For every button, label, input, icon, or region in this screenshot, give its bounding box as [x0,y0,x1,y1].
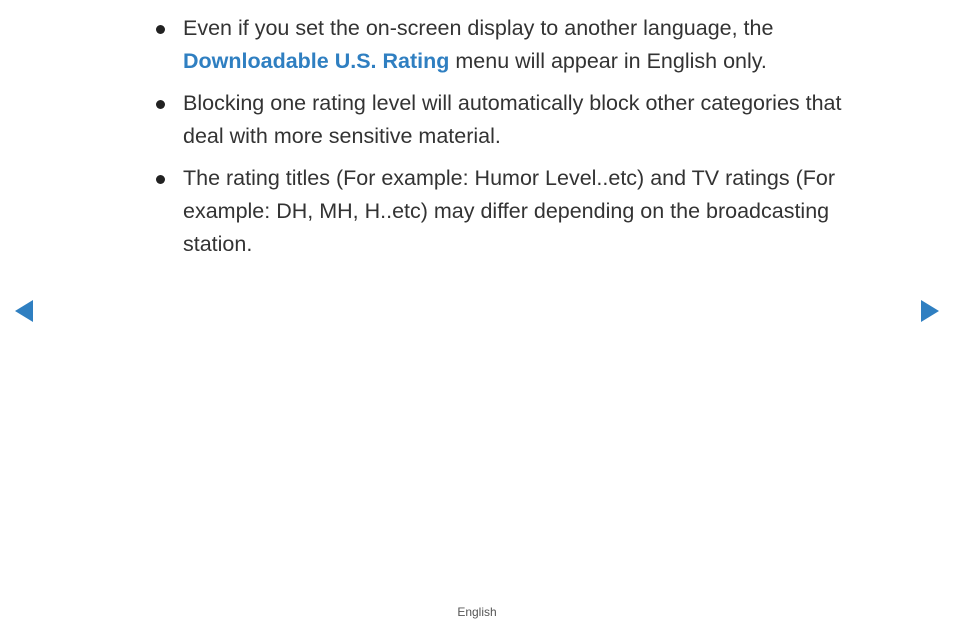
bullet-text: Blocking one rating level will automatically block other categories that deal with more sensitive material. [183,91,842,148]
footer-language-label: English [457,605,497,619]
bullet-item-blocking [156,87,876,153]
bullet-text: The rating titles (For example: Humor Level..etc) and TV ratings (For example: DH, MH, H..etc) may differ depending on the broadcasting station. [183,166,836,256]
bullet-dot-icon [156,175,165,184]
manual-content [156,12,876,270]
bullet-dot-icon [156,25,165,34]
downloadable-us-rating-link: Downloadable U.S. Rating [183,49,450,73]
previous-page-arrow-icon[interactable] [15,300,33,322]
bullet-text-after: menu will appear in English only. [449,49,767,73]
bullet-text-before: Even if you set the on-screen display to another language, the [183,16,774,40]
next-page-arrow-icon[interactable] [921,300,939,322]
bullet-item-rating-titles [156,162,876,261]
bullet-dot-icon [156,100,165,109]
bullet-item-osd-language [156,12,876,78]
